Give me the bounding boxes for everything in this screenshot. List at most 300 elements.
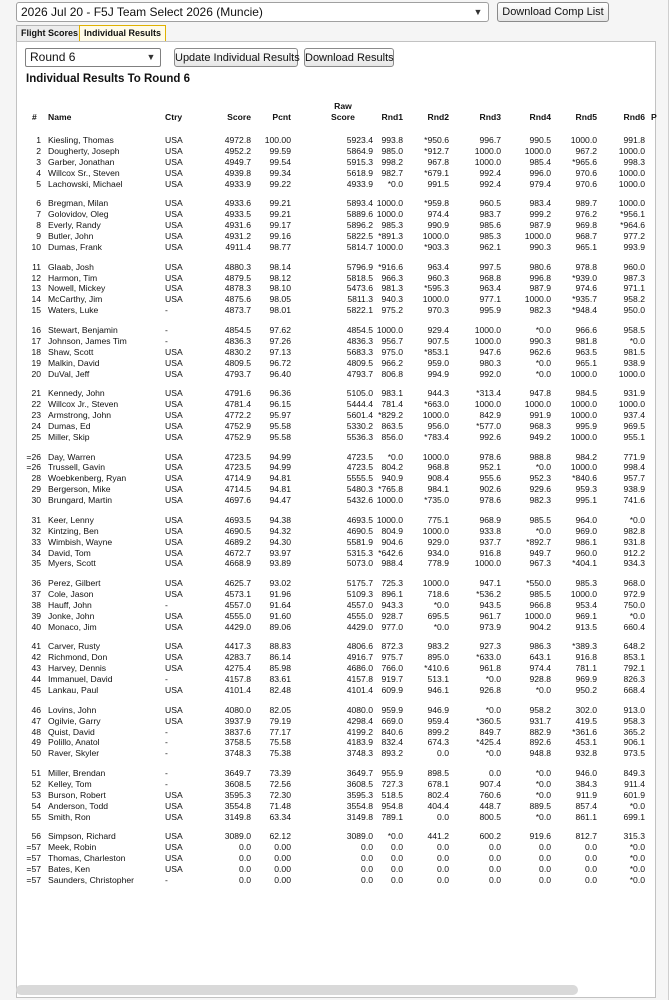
cell-name: Cole, Jason [48, 589, 94, 599]
cell-raw: 5618.9 [346, 167, 373, 178]
cell-rnd1: 669.0 [381, 715, 403, 726]
cell-raw: 4199.2 [346, 726, 373, 737]
cell-ctry: USA [165, 178, 183, 189]
cell-pcnt: 86.14 [269, 652, 291, 663]
cell-num: =57 [26, 842, 41, 853]
cell-rnd2: 0.0 [437, 864, 449, 874]
cell-score: 4931.2 [224, 231, 251, 241]
cell-rnd2: *959.8 [424, 198, 449, 209]
cell-rnd1: 840.6 [381, 726, 403, 737]
cell-rnd6: 958.2 [623, 294, 645, 305]
cell-rnd1: *0.0 [387, 831, 403, 842]
cell-rnd2: 0.0 [437, 811, 449, 822]
cell-score: 4875.6 [224, 294, 251, 305]
cell-rnd6: 849.3 [623, 768, 645, 778]
cell-rnd2: 778.9 [427, 558, 449, 569]
cell-rnd5: 0.0 [585, 874, 597, 885]
cell-rnd5: 1000.0 [570, 462, 597, 473]
cell-ctry: USA [165, 420, 183, 431]
cell-ctry: USA [165, 525, 183, 536]
cell-name: Harmon, Tim [48, 272, 98, 283]
cell-rnd4: 990.5 [529, 135, 551, 145]
cell-pcnt: 93.97 [269, 547, 291, 558]
cell-rnd1: 985.0 [381, 145, 403, 156]
cell-rnd2: 929.0 [427, 536, 449, 547]
cell-rnd1: 966.3 [381, 272, 403, 283]
cell-raw: 4690.5 [346, 525, 373, 536]
cell-raw: 5683.3 [346, 346, 373, 357]
cell-rnd1: *765.8 [378, 484, 403, 495]
cell-score: 4793.7 [224, 368, 251, 379]
cell-pcnt: 77.17 [269, 726, 291, 737]
cell-pcnt: 79.19 [269, 715, 291, 726]
cell-rnd6: *0.0 [629, 853, 645, 864]
cell-ctry: USA [165, 621, 183, 632]
cell-name: DuVal, Jeff [48, 368, 90, 379]
cell-name: Immanuel, David [48, 674, 113, 685]
cell-rnd4: 949.7 [529, 547, 551, 558]
cell-name: Lankau, Paul [48, 685, 99, 695]
cell-num: 30 [31, 495, 41, 506]
cell-rnd3: 842.9 [479, 410, 501, 420]
cell-rnd5: 781.1 [575, 663, 597, 674]
cell-rnd5: 963.5 [575, 346, 597, 357]
cell-num: =57 [26, 853, 41, 864]
cell-rnd3: 962.1 [479, 241, 501, 252]
cell-rnd6: *0.0 [629, 800, 645, 811]
cell-score: 3149.8 [224, 811, 251, 822]
cell-rnd2: 946.1 [427, 685, 449, 695]
cell-rnd5: 970.6 [575, 178, 597, 189]
cell-num: =26 [26, 451, 41, 462]
cell-num: 3 [36, 156, 41, 167]
cell-rnd4: 1000.0 [524, 145, 551, 156]
cell-name: Kiesling, Thomas [48, 135, 114, 145]
col-rnd4: Rnd4 [529, 112, 551, 122]
cell-rnd1: 1000.0 [376, 198, 403, 209]
cell-rnd3: 1000.0 [474, 335, 501, 346]
cell-rnd2: 1000.0 [422, 578, 449, 589]
cell-rnd6: 987.3 [623, 272, 645, 283]
cell-score: 4283.7 [224, 652, 251, 663]
cell-pcnt: 98.01 [269, 305, 291, 316]
cell-rnd4: 988.8 [529, 451, 551, 462]
cell-rnd5: 861.1 [575, 811, 597, 822]
individual-results-panel [16, 41, 656, 998]
cell-rnd2: 934.0 [427, 547, 449, 558]
col-rnd3: Rnd3 [479, 112, 501, 122]
cell-ctry: USA [165, 399, 183, 410]
cell-rnd2: 907.5 [427, 335, 449, 346]
cell-rnd2: 956.0 [427, 420, 449, 431]
cell-rnd6: 668.4 [623, 685, 645, 695]
cell-num: 18 [31, 346, 41, 357]
tab-individual-results[interactable]: Individual Results [79, 25, 166, 41]
cell-name: Simpson, Richard [48, 831, 116, 842]
cell-pcnt: 95.58 [269, 431, 291, 442]
cell-score: 4880.3 [224, 261, 251, 272]
cell-score: 3748.3 [224, 748, 251, 759]
cell-rnd1: 609.9 [381, 685, 403, 695]
cell-rnd2: 991.5 [427, 178, 449, 189]
cell-rnd5: 995.9 [575, 420, 597, 431]
cell-name: Burson, Robert [48, 789, 106, 800]
cell-rnd2: 946.9 [427, 704, 449, 715]
cell-name: Glaab, Josh [48, 261, 94, 272]
cell-num: 5 [36, 178, 41, 189]
download-comp-list-button[interactable]: Download Comp List [497, 2, 609, 22]
cell-rnd3: 1000.0 [474, 558, 501, 569]
cell-pcnt: 93.89 [269, 558, 291, 569]
cell-name: Meek, Robin [48, 842, 97, 853]
cell-rnd2: 959.0 [427, 357, 449, 368]
cell-rnd4: 980.6 [529, 261, 551, 272]
cell-ctry: USA [165, 641, 183, 652]
cell-rnd2: *903.3 [424, 241, 449, 252]
cell-pcnt: 0.00 [274, 864, 291, 874]
cell-name: Hauff, John [48, 599, 92, 610]
cell-raw: 4557.0 [346, 599, 373, 610]
cell-rnd3: *577.0 [476, 420, 501, 431]
col-rnd5: Rnd5 [575, 112, 597, 122]
horizontal-scrollbar[interactable] [16, 985, 578, 995]
cell-name: Woebkenberg, Ryan [48, 473, 127, 484]
cell-rnd5: *389.3 [572, 641, 597, 652]
cell-name: Smith, Ron [48, 811, 91, 822]
cell-pcnt: 98.14 [269, 261, 291, 272]
cell-rnd3: 947.6 [479, 346, 501, 357]
cell-raw: 5864.9 [346, 145, 373, 156]
cell-raw: 4916.7 [346, 652, 373, 663]
cell-rnd6: 1000.0 [618, 178, 645, 189]
cell-pcnt: 83.61 [269, 674, 291, 685]
tab-flight-scores[interactable]: Flight Scores [16, 25, 83, 41]
cell-name: Miller, Brendan [48, 768, 106, 778]
cell-score: 0.0 [239, 842, 251, 853]
cell-raw: 5073.0 [346, 558, 373, 569]
cell-rnd1: 966.2 [381, 357, 403, 368]
cell-raw: 4809.5 [346, 357, 373, 368]
cell-rnd5: 1000.0 [570, 368, 597, 379]
cell-rnd5: 960.0 [575, 547, 597, 558]
cell-rnd4: *0.0 [535, 768, 551, 778]
cell-rnd2: *679.1 [424, 167, 449, 178]
cell-rnd4: 985.5 [529, 589, 551, 599]
cell-rnd1: 940.3 [381, 294, 403, 305]
cell-name: Lovins, John [48, 704, 97, 715]
cell-num: 43 [31, 663, 41, 674]
cell-rnd3: 983.7 [479, 209, 501, 220]
cell-rnd3: 978.6 [479, 451, 501, 462]
cell-pcnt: 94.81 [269, 484, 291, 495]
cell-pcnt: 91.60 [269, 610, 291, 621]
cell-num: 38 [31, 599, 41, 610]
cell-raw: 5822.5 [346, 231, 373, 241]
cell-ctry: USA [165, 831, 183, 842]
cell-name: Golovidov, Oleg [48, 209, 109, 220]
cell-rnd5: 419.5 [575, 715, 597, 726]
cell-name: Day, Warren [48, 451, 96, 462]
cell-pcnt: 0.00 [274, 874, 291, 885]
cell-pcnt: 99.21 [269, 198, 291, 209]
cell-raw: 4157.8 [346, 674, 373, 685]
cell-rnd1: 988.4 [381, 558, 403, 569]
cell-rnd2: 0.0 [437, 853, 449, 864]
cell-rnd3: 916.8 [479, 547, 501, 558]
cell-ctry: USA [165, 167, 183, 178]
cell-rnd3: 961.8 [479, 663, 501, 674]
cell-rnd6: 938.9 [623, 357, 645, 368]
cell-ctry: USA [165, 663, 183, 674]
cell-rnd5: 953.4 [575, 599, 597, 610]
cell-raw: 0.0 [361, 864, 373, 874]
cell-pcnt: 98.05 [269, 294, 291, 305]
cell-raw: 5601.4 [346, 410, 373, 420]
cell-rnd1: 943.3 [381, 599, 403, 610]
cell-rnd1: 975.2 [381, 305, 403, 316]
cell-rnd3: 985.6 [479, 220, 501, 231]
cell-rnd6: 826.3 [623, 674, 645, 685]
cell-rnd2: 1000.0 [422, 451, 449, 462]
cell-rnd5: 965.1 [575, 357, 597, 368]
cell-rnd2: 1000.0 [422, 525, 449, 536]
cell-ctry: - [165, 335, 168, 346]
cell-num: 19 [31, 357, 41, 368]
cell-ctry: USA [165, 536, 183, 547]
cell-rnd4: *0.0 [535, 525, 551, 536]
cell-raw: 5893.4 [346, 198, 373, 209]
cell-rnd2: 0.0 [437, 748, 449, 759]
cell-rnd2: *663.0 [424, 399, 449, 410]
cell-score: 4791.6 [224, 388, 251, 399]
cell-rnd5: 976.2 [575, 209, 597, 220]
cell-num: 12 [31, 272, 41, 283]
cell-name: Willcox Jr., Steven [48, 399, 119, 410]
cell-rnd6: 972.9 [623, 589, 645, 599]
cell-num: =57 [26, 874, 41, 885]
cell-ctry: USA [165, 842, 183, 853]
cell-name: Garber, Jonathan [48, 156, 115, 167]
cell-rnd2: 970.3 [427, 305, 449, 316]
cell-ctry: USA [165, 462, 183, 473]
cell-pcnt: 95.97 [269, 410, 291, 420]
cell-pcnt: 75.38 [269, 748, 291, 759]
cell-rnd4: 996.8 [529, 272, 551, 283]
cell-raw: 0.0 [361, 842, 373, 853]
cell-raw: 5175.7 [346, 578, 373, 589]
cell-name: Stewart, Benjamin [48, 324, 118, 335]
cell-rnd5: 967.2 [575, 145, 597, 156]
cell-ctry: USA [165, 135, 183, 145]
cell-score: 4157.8 [224, 674, 251, 685]
col-more: P [651, 112, 657, 122]
cell-ctry: - [165, 726, 168, 737]
cell-rnd5: 1000.0 [570, 589, 597, 599]
cell-rnd4: 985.4 [529, 156, 551, 167]
cell-rnd6: 906.1 [623, 737, 645, 748]
cell-rnd6: 969.5 [623, 420, 645, 431]
cell-ctry: USA [165, 231, 183, 241]
cell-rnd1: 856.0 [381, 431, 403, 442]
cell-pcnt: 71.48 [269, 800, 291, 811]
cell-rnd6: *0.0 [629, 514, 645, 525]
cell-rnd3: 1000.0 [474, 156, 501, 167]
cell-ctry: USA [165, 272, 183, 283]
cell-rnd6: 365.2 [623, 726, 645, 737]
cell-pcnt: 99.21 [269, 209, 291, 220]
cell-rnd1: 955.9 [381, 768, 403, 778]
cell-num: 50 [31, 748, 41, 759]
cell-rnd4: 1000.0 [524, 399, 551, 410]
cell-ctry: - [165, 768, 168, 778]
cell-pcnt: 72.56 [269, 778, 291, 789]
cell-name: Everly, Randy [48, 220, 101, 231]
cell-name: Saunders, Christopher [48, 874, 134, 885]
cell-num: 54 [31, 800, 41, 811]
cell-pcnt: 96.40 [269, 368, 291, 379]
cell-ctry: USA [165, 715, 183, 726]
chevron-down-icon: ▼ [146, 52, 156, 62]
cell-rnd2: *0.0 [433, 599, 449, 610]
cell-raw: 4555.0 [346, 610, 373, 621]
cell-name: Kintzing, Ben [48, 525, 99, 536]
cell-score: 4878.3 [224, 283, 251, 294]
cell-pcnt: 94.32 [269, 525, 291, 536]
cell-raw: 5536.3 [346, 431, 373, 442]
cell-name: Lachowski, Michael [48, 178, 123, 189]
cell-rnd3: 968.8 [479, 272, 501, 283]
cell-rnd3: 997.5 [479, 261, 501, 272]
cell-rnd1: 982.7 [381, 167, 403, 178]
cell-score: 4949.7 [224, 156, 251, 167]
cell-raw: 4298.4 [346, 715, 373, 726]
cell-rnd3: 985.3 [479, 231, 501, 241]
cell-rnd6: 937.4 [623, 410, 645, 420]
cell-rnd3: 996.7 [479, 135, 501, 145]
cell-rnd3: 992.4 [479, 167, 501, 178]
cell-score: 4933.5 [224, 209, 251, 220]
round-select-value: Round 6 [30, 50, 76, 64]
cell-rnd2: *853.1 [424, 346, 449, 357]
cell-num: 13 [31, 283, 41, 294]
cell-rnd3: 0.0 [489, 874, 501, 885]
cell-num: 23 [31, 410, 41, 420]
cell-pcnt: 91.96 [269, 589, 291, 599]
cell-raw: 4836.3 [346, 335, 373, 346]
cell-rnd2: 908.4 [427, 473, 449, 484]
cell-rnd3: 978.6 [479, 495, 501, 506]
cell-rnd5: 302.0 [575, 704, 597, 715]
cell-score: 4689.2 [224, 536, 251, 547]
cell-pcnt: 62.12 [269, 831, 291, 842]
cell-num: 7 [36, 209, 41, 220]
cell-pcnt: 97.26 [269, 335, 291, 346]
cell-rnd1: 1000.0 [376, 241, 403, 252]
cell-num: =57 [26, 864, 41, 874]
cell-score: 4697.6 [224, 495, 251, 506]
cell-rnd4: 952.3 [529, 473, 551, 484]
cell-rnd3: 0.0 [489, 864, 501, 874]
cell-pcnt: 99.34 [269, 167, 291, 178]
cell-rnd4: 983.4 [529, 198, 551, 209]
cell-raw: 5814.7 [346, 241, 373, 252]
cell-rnd5: 950.2 [575, 685, 597, 695]
cell-score: 4873.7 [224, 305, 251, 316]
cell-rnd2: *950.6 [424, 135, 449, 145]
cell-rnd3: 980.3 [479, 357, 501, 368]
cell-rnd5: 966.6 [575, 324, 597, 335]
cell-score: 4080.0 [224, 704, 251, 715]
cell-name: Butler, John [48, 231, 94, 241]
cell-rnd6: *964.6 [620, 220, 645, 231]
cell-raw: 5315.3 [346, 547, 373, 558]
cell-rnd2: 718.6 [427, 589, 449, 599]
cell-pcnt: 94.30 [269, 536, 291, 547]
cell-raw: 5822.1 [346, 305, 373, 316]
cell-raw: 3649.7 [346, 768, 373, 778]
cell-rnd5: 969.0 [575, 525, 597, 536]
cell-rnd4: *0.0 [535, 685, 551, 695]
cell-rnd4: 996.0 [529, 167, 551, 178]
cell-rnd1: 956.7 [381, 335, 403, 346]
cell-rnd2: 775.1 [427, 514, 449, 525]
cell-pcnt: 99.54 [269, 156, 291, 167]
cell-rnd3: *536.2 [476, 589, 501, 599]
cell-score: 4854.5 [224, 324, 251, 335]
cell-rnd1: 975.7 [381, 652, 403, 663]
cell-num: 46 [31, 704, 41, 715]
col-rnd2: Rnd2 [427, 112, 449, 122]
cell-raw: 4723.5 [346, 462, 373, 473]
cell-rnd4: *550.0 [526, 578, 551, 589]
cell-rnd4: 949.2 [529, 431, 551, 442]
cell-rnd3: 992.4 [479, 178, 501, 189]
cell-rnd3: 933.8 [479, 525, 501, 536]
cell-rnd4: 0.0 [539, 864, 551, 874]
cell-num: 52 [31, 778, 41, 789]
cell-rnd1: 1000.0 [376, 514, 403, 525]
cell-ctry: USA [165, 789, 183, 800]
cell-raw: 4080.0 [346, 704, 373, 715]
cell-rnd5: 985.3 [575, 578, 597, 589]
cell-rnd5: 384.3 [575, 778, 597, 789]
download-results-button[interactable]: Download Results [304, 48, 394, 67]
cell-num: 28 [31, 473, 41, 484]
round-select[interactable] [25, 48, 161, 67]
cell-rnd5: *361.6 [572, 726, 597, 737]
cell-ctry: USA [165, 261, 183, 272]
cell-name: Shaw, Scott [48, 346, 94, 357]
cell-score: 4417.3 [224, 641, 251, 652]
update-results-button[interactable]: Update Individual Results [174, 48, 298, 67]
cell-rnd6: 912.2 [623, 547, 645, 558]
cell-rnd5: 1000.0 [570, 410, 597, 420]
cell-score: 4972.8 [224, 135, 251, 145]
cell-rnd6: *0.0 [629, 864, 645, 874]
cell-rnd4: 0.0 [539, 874, 551, 885]
cell-ctry: - [165, 599, 168, 610]
cell-score: 3595.3 [224, 789, 251, 800]
cell-pcnt: 88.83 [269, 641, 291, 652]
cell-rnd4: 919.6 [529, 831, 551, 842]
cell-rnd4: 962.6 [529, 346, 551, 357]
cell-raw: 5555.5 [346, 473, 373, 484]
cell-pcnt: 75.58 [269, 737, 291, 748]
col-raw-line1: Raw [334, 101, 352, 111]
competition-select[interactable] [16, 2, 489, 22]
cell-rnd1: 954.8 [381, 800, 403, 811]
cell-score: 3608.5 [224, 778, 251, 789]
